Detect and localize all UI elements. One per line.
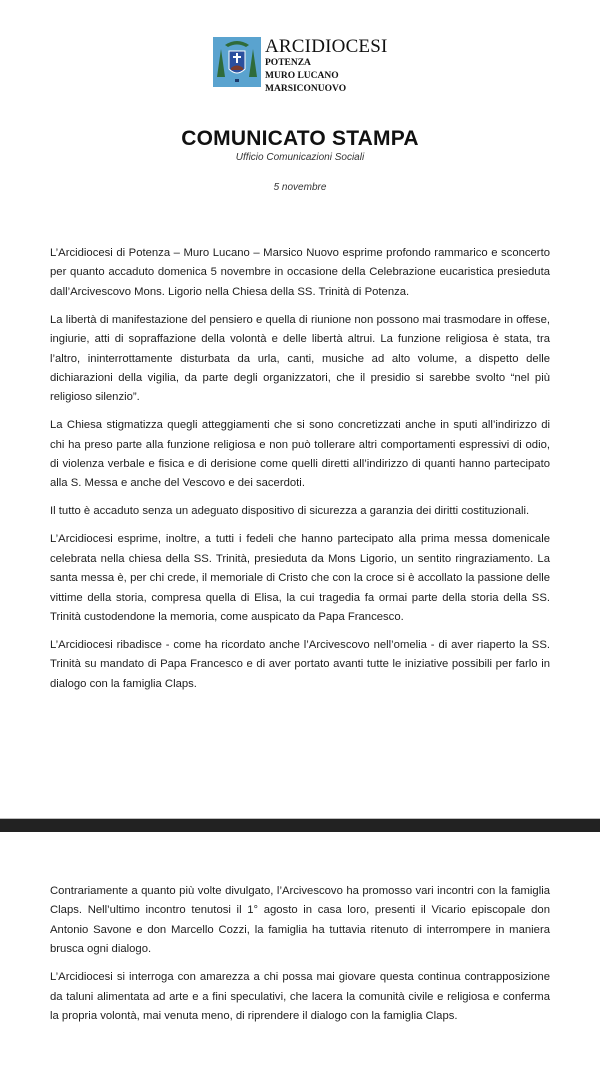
- paragraph: La Chiesa stigmatizza quegli atteggiamenti che si sono concretizzati anche in sputi all’indirizzo di chi ha preso parte alla funzione religiosa e non può tollerare altri comportamenti espressivi di odio, di violenza verbale e fisica e di derisione come quelli diretti all’indirizzo di quanti hanno partecipato alla S. Messa e anche del Vescovo e dei sacerdoti.: [50, 419, 550, 490]
- paragraph: L’Arcidiocesi si interroga con amarezza a chi possa mai giovare questa continua contrapposizione da taluni alimentata ad arte e a fini speculativi, che lacera la comunità civile e religiosa e conferma la propria volontà, mai venuta meno, di riprendere il dialogo con la famiglia Claps.: [50, 971, 550, 1022]
- logo-line-marsiconuovo: MARSICONUOVO: [265, 84, 347, 94]
- archdiocese-logo: [213, 36, 393, 94]
- logo-line-potenza: POTENZA: [265, 58, 311, 68]
- logo-title: ARCIDIOCESI: [265, 36, 388, 57]
- paragraph: L’Arcidiocesi di Potenza – Muro Lucano – Marsico Nuovo esprime profondo rammarico e sconcerto per quanto accaduto domenica 5 novembre in occasione della Celebrazione eucaristica presieduta dall’Arcivescovo Mons. Ligorio nella Chiesa della SS. Trinità di Potenza.: [50, 247, 550, 298]
- press-release-body-continued: [50, 882, 550, 1035]
- document-page-2: [0, 832, 600, 1080]
- logo-text: [265, 37, 388, 95]
- release-date: 5 novembre: [273, 182, 327, 193]
- archdiocese-crest-icon: [213, 37, 261, 87]
- paragraph: La libertà di manifestazione del pensiero e quella di riunione non possono mai trasmodare in offese, ingiurie, atti di sopraffazione della volontà e delle libertà altrui. La funzione religiosa è stata, tra l’altro, ininterrottamente disturbata da urla, canti, musiche ad alto volume, a dispetto delle dichiarazioni della vigilia, da parte degli organizzatori, che il presidio si sarebbe svolto “nel più religioso silenzio”.: [50, 313, 550, 404]
- paragraph: Contrariamente a quanto più volte divulgato, l’Arcivescovo ha promosso vari incontri con la famiglia Claps. Nell’ultimo incontro tenutosi il 1° agosto in casa loro, presenti il Vicario episcopale don Antonio Savone e don Marcello Cozzi, la famiglia ha tuttavia ritenuto di interrompere in maniera brusca ogni dialogo.: [50, 885, 550, 956]
- page-title: COMUNICATO STAMPA: [181, 127, 419, 150]
- logo-line-muro-lucano: MURO LUCANO: [265, 71, 339, 81]
- office-subtitle: Ufficio Comunicazioni Sociali: [235, 152, 365, 163]
- press-release-body: [50, 244, 550, 703]
- paragraph: Il tutto è accaduto senza un adeguato dispositivo di sicurezza a garanzia dei diritti costituzionali.: [50, 505, 530, 518]
- paragraph: L’Arcidiocesi esprime, inoltre, a tutti i fedeli che hanno partecipato alla prima messa domenicale celebrata nella chiesa della SS. Trinità, presieduta da Mons Ligorio, un sentito ringraziamento. La santa messa è, per chi crede, il memoriale di Cristo che con la croce si è accollato la passione delle vittime della storia, compresa quella di Elisa, la cui tragedia fa ormai parte della storia della SS. Trinità custodendone la memoria, come auspicato da Papa Francesco.: [50, 533, 550, 623]
- paragraph: L’Arcidiocesi ribadisce - come ha ricordato anche l’Arcivescovo nell’omelia - di aver riaperto la SS. Trinità su mandato di Papa Francesco e di aver portato avanti tutte le iniziative possibili per farlo in dialogo con la famiglia Claps.: [50, 638, 550, 690]
- page-separator: [0, 818, 600, 833]
